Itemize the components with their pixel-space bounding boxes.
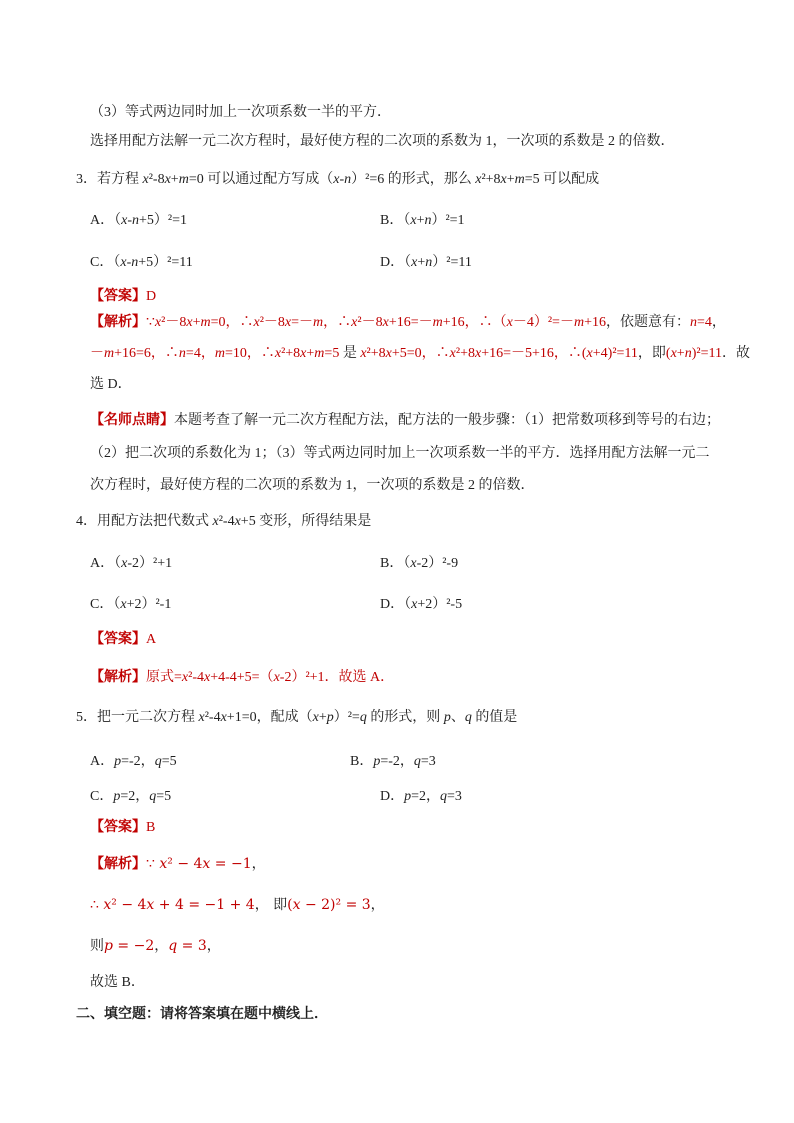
q4-option-d (380, 595, 462, 615)
text-run: ）²=1 (431, 213, 465, 228)
q4-answer (90, 630, 156, 650)
text-run: +2）²-1 (126, 597, 172, 612)
text-run: 原式= (146, 670, 182, 685)
text-run: B．（ (380, 213, 411, 228)
math-variable: x (312, 710, 319, 725)
text-run: D．（ (380, 597, 412, 612)
math-variable: x (220, 710, 227, 725)
text-run: C． (90, 789, 114, 804)
text-run: - (339, 172, 345, 187)
q3-analysis-line (90, 344, 750, 364)
text-run: B．（ (380, 556, 411, 571)
text-run: ²+8 (481, 172, 501, 187)
text-run: ²-8 (148, 172, 165, 187)
math-variable: x (506, 315, 513, 330)
text-run: +4-4+5=（ (210, 670, 274, 685)
intro-step-3: （3）等式两边同时加上一次项系数一半的平方． (90, 105, 391, 120)
math-variable: x (159, 856, 168, 872)
answer-label: 【答案】 (90, 820, 146, 835)
text-run: ²-4 (188, 670, 204, 685)
text-run: =-2， (380, 754, 414, 769)
q5-analysis-line (90, 854, 266, 874)
tip-label: 【名师点睛】 (90, 413, 174, 428)
text-run: =2， (120, 789, 150, 804)
text-run: 是 (339, 346, 361, 361)
math-variable: x (164, 172, 171, 187)
text-run: ∴ (90, 897, 104, 913)
math-variable: q (154, 754, 162, 769)
q3-option-b (380, 211, 465, 231)
text-run: = −1 (210, 856, 252, 872)
math-variable: x (474, 346, 482, 361)
text-run: +1=0，配成（ (226, 710, 313, 725)
text-run: +2）²-5 (417, 597, 463, 612)
text-run: ， 即 (254, 897, 288, 913)
text-run: ²+8 (366, 346, 386, 361)
text-run: +4)²=11 (592, 346, 638, 361)
text-run: 的形式，则 (366, 710, 444, 725)
q5-analysis-line (90, 973, 145, 993)
math-variable: p (404, 789, 412, 804)
math-variable: q (168, 938, 178, 954)
math-variable: x (410, 213, 417, 228)
text-run: =3 (447, 789, 462, 804)
text-run: ，即 (637, 346, 666, 361)
math-variable: m (200, 315, 211, 330)
text-run: + (306, 346, 315, 361)
q3-tip-line (90, 411, 720, 431)
text-run: +5）²=11 (138, 255, 193, 270)
text-run: +5=0，∴ (391, 346, 450, 361)
text-run: =4， (185, 346, 215, 361)
math-variable: x (120, 597, 127, 612)
math-variable: x (500, 172, 507, 187)
text-run: + (318, 710, 327, 725)
math-variable: q (149, 789, 157, 804)
math-variable: m (573, 315, 585, 330)
analysis-text (146, 315, 726, 330)
text-run: = 3 (177, 938, 207, 954)
math-variable: x (586, 346, 593, 361)
text-run: =5 (324, 346, 340, 361)
answer-label: 【答案】 (90, 632, 146, 647)
text-run: +16，∴（ (442, 315, 507, 330)
text-run: +16=－5+16，∴( (481, 346, 587, 361)
text-run: 4．用配方法把代数式 (76, 514, 213, 529)
text-run: 故选 B． (90, 975, 145, 990)
analysis-text (146, 856, 266, 872)
q3-option-c (90, 253, 193, 273)
text-run: + (417, 255, 426, 270)
q5-option-c (90, 787, 171, 807)
math-variable: x (273, 670, 280, 685)
math-variable: m (432, 315, 443, 330)
math-variable: p (104, 938, 113, 954)
math-variable: x (385, 346, 392, 361)
text-run: +5 变形，所得结果是 (240, 514, 372, 529)
text-run: -2）²+1 (127, 556, 173, 571)
text-run: +16=6，∴ (114, 346, 179, 361)
text-run: 、 (450, 710, 465, 725)
text-run: + 4 = −1 + 4 (154, 897, 255, 913)
math-variable: x (186, 315, 193, 330)
text-run: 的值是 (471, 710, 518, 725)
math-variable: q (359, 710, 367, 725)
text-run: - (126, 255, 132, 270)
math-variable: x (382, 315, 389, 330)
text-run: ²－8 (259, 315, 285, 330)
text-run: + (506, 172, 515, 187)
text-run: +16 (584, 315, 606, 330)
text-run: ，∴ (323, 315, 352, 330)
analysis-text (146, 670, 394, 685)
math-variable: n (424, 213, 432, 228)
math-variable: p (113, 789, 121, 804)
math-variable: x (410, 556, 417, 571)
answer-value: A (146, 632, 157, 647)
text-run: ∵ (146, 856, 160, 872)
text-run: A． (90, 754, 115, 769)
text-run: A．（ (90, 556, 122, 571)
q4-option-b (380, 554, 458, 574)
text-run: B． (350, 754, 374, 769)
text-run: 5．把一元二次方程 (76, 710, 199, 725)
math-variable: n (425, 255, 433, 270)
text-run: ， (154, 938, 169, 954)
q3-tip-line: 次方程时，最好使方程的二次项的系数为 1，一次项的系数是 2 的倍数． (90, 478, 535, 493)
text-run: D．（ (380, 255, 412, 270)
math-variable: m (313, 315, 324, 330)
text-run: C．（ (90, 255, 121, 270)
math-variable: x (212, 514, 219, 529)
math-variable: x (475, 172, 482, 187)
math-variable: x (203, 670, 211, 685)
q5-analysis-line (90, 895, 385, 915)
text-run: ²－8 (357, 315, 383, 330)
text-run: =10，∴ (224, 346, 275, 361)
math-variable: m (314, 346, 325, 361)
answer-label: 【答案】 (90, 289, 146, 304)
text-run: A．（ (90, 213, 122, 228)
text-run: +5）²=1 (139, 213, 188, 228)
math-variable: x (411, 597, 418, 612)
math-variable: x (146, 897, 155, 913)
math-variable: p (326, 710, 334, 725)
text-run: )²=11 (691, 346, 722, 361)
text-run: ， (370, 897, 385, 913)
math-variable: m (214, 346, 225, 361)
text-run: − 2)² = 3 (300, 897, 371, 913)
text-run: + (170, 172, 179, 187)
q4-option-a (90, 554, 172, 574)
text-run: －4）²=－ (512, 315, 574, 330)
math-variable: x (202, 856, 211, 872)
math-variable: x (120, 255, 127, 270)
text-run: -2）²+1．故选 A． (279, 670, 395, 685)
math-variable: m (514, 172, 525, 187)
text-run: ²-4 (218, 514, 235, 529)
text-run: C．（ (90, 597, 121, 612)
text-run: + (192, 315, 201, 330)
math-variable: x (292, 897, 301, 913)
q3-option-a (90, 211, 187, 231)
text-run: ．故 (721, 346, 750, 361)
math-variable: x (142, 172, 149, 187)
q5-stem (76, 708, 517, 728)
text-run: 选 D． (90, 377, 132, 392)
q3-analysis-line (90, 375, 132, 395)
q4-option-c (90, 595, 171, 615)
math-variable: x (411, 255, 418, 270)
q3-analysis-line (90, 313, 726, 333)
text-run: ²-4 (204, 710, 221, 725)
math-variable: x (154, 315, 162, 330)
math-variable: p (443, 710, 451, 725)
text-run: = −2 (112, 938, 155, 954)
text-run: ， (206, 938, 221, 954)
text-run: ）²= (333, 710, 360, 725)
math-variable: x (333, 172, 340, 187)
math-variable: n (178, 346, 186, 361)
math-variable: x (181, 670, 189, 685)
answer-value: B (146, 820, 156, 835)
math-variable: x (670, 346, 677, 361)
math-variable: x (121, 556, 128, 571)
analysis-label: 【解析】 (90, 670, 146, 685)
text-run: ( (665, 346, 671, 361)
text-run: =2， (411, 789, 441, 804)
math-variable: n (689, 315, 697, 330)
text-run: ²+8 (281, 346, 301, 361)
q4-analysis-line (90, 668, 394, 688)
tip-text: 本题考查了解一元二次方程配方法，配方法的一般步骤：（1）把常数项移到等号的右边； (174, 413, 720, 428)
text-run: - (127, 213, 133, 228)
math-variable: x (234, 514, 241, 529)
text-run: ∵ (146, 315, 155, 330)
math-variable: x (103, 897, 112, 913)
analysis-label: 【解析】 (90, 856, 146, 872)
q4-stem (76, 512, 371, 532)
math-variable: x (284, 315, 292, 330)
q5-option-a (90, 752, 177, 772)
text-run: ， (251, 856, 266, 872)
math-variable: p (373, 754, 381, 769)
math-variable: x (360, 346, 367, 361)
text-run: + (416, 213, 425, 228)
analysis-label: 【解析】 (90, 315, 146, 330)
text-run: =5 (161, 754, 177, 769)
text-run: 3．若方程 (76, 172, 143, 187)
q3-tip-line: （2）把二次项的系数化为 1；（3）等式两边同时加上一次项系数一半的平方．选择用配方法解一元二 (90, 446, 710, 461)
text-run: ）²=6 的形式，那么 (351, 172, 476, 187)
text-run: D． (380, 789, 405, 804)
math-variable: n (131, 255, 139, 270)
text-run: ²+8 (455, 346, 475, 361)
text-run: ²－8 (161, 315, 187, 330)
text-run: =-2， (121, 754, 155, 769)
text-run: -2）²-9 (416, 556, 459, 571)
q3-stem (76, 170, 599, 190)
text-run: － (90, 346, 104, 361)
q5-option-d (380, 787, 462, 807)
text-run: +16=－ (388, 315, 433, 330)
text-run: 则 (90, 938, 104, 954)
text-run: ，依题意有： (605, 315, 690, 330)
text-run: =－ (291, 315, 314, 330)
section-title: 二、填空题：请将答案填在题中横线上． (76, 1007, 328, 1022)
q3-answer (90, 287, 156, 307)
text-run: =3 (420, 754, 436, 769)
math-variable: x (253, 315, 260, 330)
q5-analysis-line (90, 936, 221, 956)
answer-value: D (146, 289, 157, 304)
q3-option-d (380, 253, 472, 273)
math-variable: q (413, 754, 421, 769)
math-variable: q (464, 710, 472, 725)
math-variable: x (198, 710, 205, 725)
text-run: =0 可以通过配方写成（ (188, 172, 334, 187)
text-run: ， (711, 315, 726, 330)
math-variable: x (449, 346, 456, 361)
text-run: ( (287, 897, 293, 913)
math-variable: p (114, 754, 122, 769)
math-variable: x (300, 346, 307, 361)
text-run: =0，∴ (210, 315, 254, 330)
text-run: ）²=11 (432, 255, 472, 270)
math-variable: n (132, 213, 140, 228)
q5-option-b (350, 752, 436, 772)
math-variable: q (440, 789, 448, 804)
math-variable: x (274, 346, 282, 361)
math-variable: x (351, 315, 358, 330)
intro-tip: 选择用配方法解一元二次方程时，最好使方程的二次项的系数为 1，一次项的系数是 2 的倍数． (90, 134, 675, 149)
text-run: =4 (696, 315, 712, 330)
math-variable: n (344, 172, 352, 187)
text-run: ² − 4 (111, 897, 147, 913)
text-run: + (676, 346, 685, 361)
math-variable: m (178, 172, 189, 187)
math-variable: n (684, 346, 692, 361)
q5-answer (90, 818, 155, 838)
text-run: ² − 4 (167, 856, 203, 872)
math-variable: m (104, 346, 115, 361)
math-variable: x (121, 213, 128, 228)
text-run: =5 (156, 789, 172, 804)
text-run: =5 可以配成 (524, 172, 600, 187)
